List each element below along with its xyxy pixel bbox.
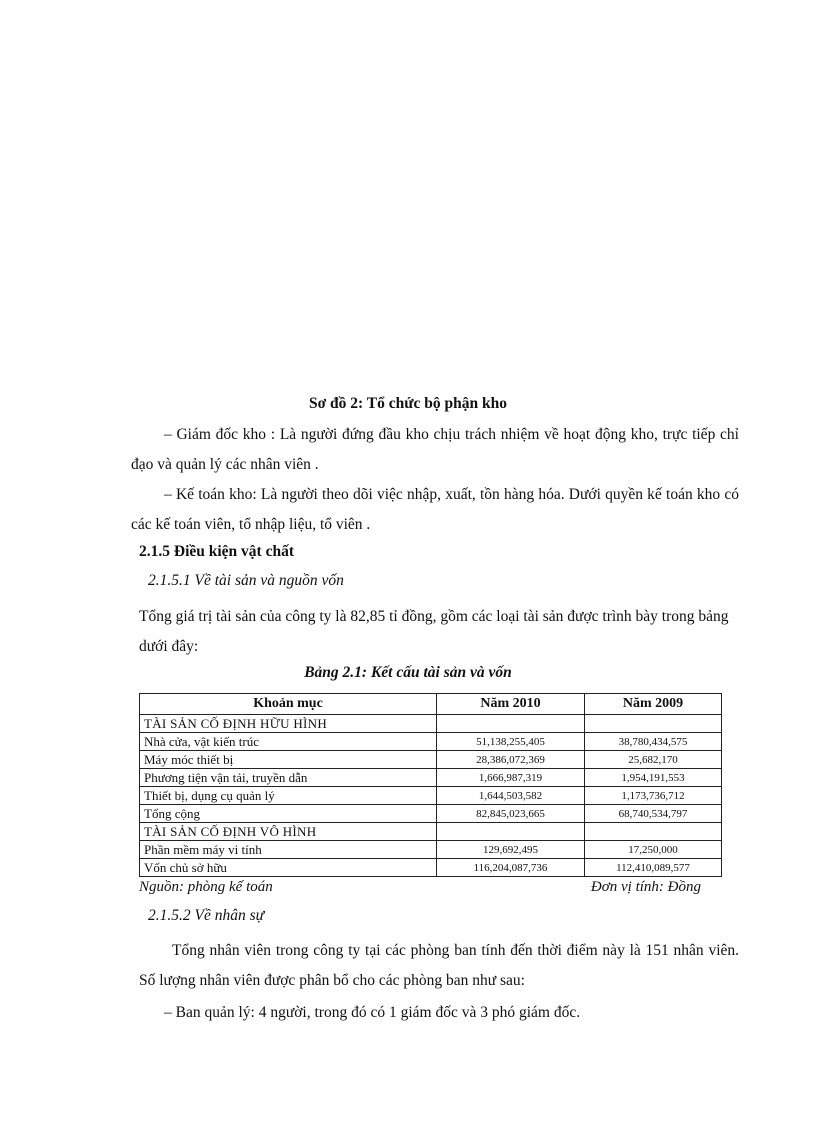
heading-section-2-1-5: 2.1.5 Điều kiện vật chất <box>139 543 294 560</box>
table-title: Bảng 2.1: Kết cấu tài sản và vốn <box>304 664 512 681</box>
row-item: TÀI SẢN CỐ ĐỊNH HỮU HÌNH <box>140 715 437 733</box>
column-header-2010: Năm 2010 <box>437 694 585 715</box>
paragraph-warehouse-director: – Giám đốc kho : Là người đứng đầu kho chịu trách nhiệm về hoạt động kho, trực tiếp chỉ đạo và quản lý các nhân viên . <box>131 426 739 473</box>
row-value-2010: 116,204,087,736 <box>437 859 585 877</box>
heading-section-2-1-5-1: 2.1.5.1 Về tài sản và nguồn vốn <box>148 572 344 589</box>
row-item: Phần mềm máy vi tính <box>140 841 437 859</box>
column-header-2009: Năm 2009 <box>585 694 722 715</box>
table-row <box>140 805 722 823</box>
row-value-2009: 1,173,736,712 <box>585 787 722 805</box>
row-value-2009: 1,954,191,553 <box>585 769 722 787</box>
table-row <box>140 787 722 805</box>
table-unit: Đơn vị tính: Đồng <box>590 879 701 895</box>
paragraph-management-board: – Ban quản lý: 4 người, trong đó có 1 giám đốc và 3 phó giám đốc. <box>164 1004 581 1021</box>
figure-caption: Sơ đồ 2: Tổ chức bộ phận kho <box>308 395 508 412</box>
row-value-2010: 28,386,072,369 <box>437 751 585 769</box>
table-row <box>140 841 722 859</box>
row-value-2010 <box>437 823 585 841</box>
row-item: Máy móc thiết bị <box>140 751 437 769</box>
row-value-2009: 112,410,089,577 <box>585 859 722 877</box>
table-header-row <box>140 694 722 715</box>
row-item: Phương tiện vận tải, truyền dẫn <box>140 769 437 787</box>
table-row <box>140 823 722 841</box>
row-value-2009 <box>585 823 722 841</box>
row-value-2010: 51,138,255,405 <box>437 733 585 751</box>
row-value-2009 <box>585 715 722 733</box>
table-row <box>140 751 722 769</box>
table-row <box>140 733 722 751</box>
table-row <box>140 769 722 787</box>
paragraph-total-staff: Tổng nhân viên trong công ty tại các phòng ban tính đến thời điểm này là 151 nhân viên. Số lượng nhân viên được phân bổ cho các phòng ban như sau: <box>139 942 739 989</box>
row-item: Thiết bị, dụng cụ quản lý <box>140 787 437 805</box>
row-item: Tổng cộng <box>140 805 437 823</box>
row-value-2010: 1,644,503,582 <box>437 787 585 805</box>
table-row <box>140 859 722 877</box>
row-item: TÀI SẢN CỐ ĐỊNH VÔ HÌNH <box>140 823 437 841</box>
row-value-2010: 82,845,023,665 <box>437 805 585 823</box>
row-value-2009: 17,250,000 <box>585 841 722 859</box>
paragraph-total-assets: Tổng giá trị tài sản của công ty là 82,85 tỉ đồng, gồm các loại tài sản được trình bày trong bảng dưới đây: <box>139 608 729 655</box>
row-value-2010 <box>437 715 585 733</box>
row-item: Vốn chủ sở hữu <box>140 859 437 877</box>
row-value-2009: 25,682,170 <box>585 751 722 769</box>
row-value-2009: 68,740,534,797 <box>585 805 722 823</box>
heading-section-2-1-5-2: 2.1.5.2 Về nhân sự <box>148 907 265 924</box>
row-value-2010: 1,666,987,319 <box>437 769 585 787</box>
assets-table <box>139 693 722 877</box>
table-source: Nguồn: phòng kế toán <box>139 879 273 895</box>
paragraph-warehouse-accountant: – Kế toán kho: Là người theo dõi việc nhập, xuất, tồn hàng hóa. Dưới quyền kế toán kho có các kế toán viên, tổ nhập liệu, tổ viên . <box>131 486 739 533</box>
row-item: Nhà cửa, vật kiến trúc <box>140 733 437 751</box>
table-row <box>140 715 722 733</box>
row-value-2010: 129,692,495 <box>437 841 585 859</box>
table-footer <box>139 879 701 896</box>
row-value-2009: 38,780,434,575 <box>585 733 722 751</box>
column-header-item: Khoản mục <box>140 694 437 715</box>
